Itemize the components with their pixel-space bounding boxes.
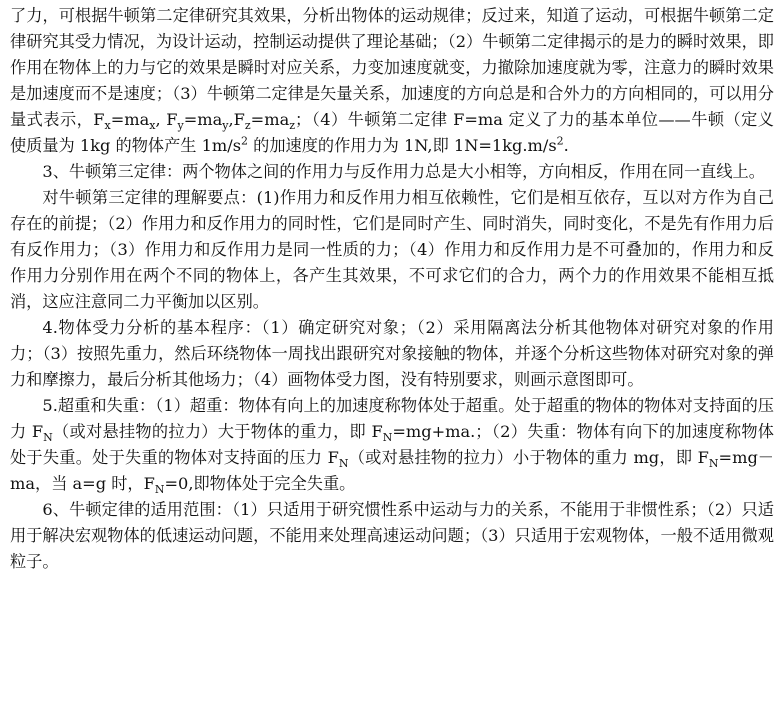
subscript: x bbox=[149, 119, 156, 133]
subscript: y bbox=[177, 119, 184, 133]
text-run: ；（4）牛顿第二定律 F=ma 定义了力的基本单位——牛顿（定义使质量为 1kg 的物体产生 1m/s bbox=[10, 110, 774, 155]
text-run: =ma bbox=[250, 110, 290, 129]
paragraph bbox=[10, 185, 774, 315]
subscript: N bbox=[708, 457, 719, 471]
text-run: =mg+ma.；（2）失重：物体有向下的加速度称物体处于失重。处于失重的物体对支持面的压力 F bbox=[10, 422, 774, 467]
paragraph bbox=[10, 393, 774, 497]
text-run: 6、牛顿定律的适用范围：（1）只适用于研究惯性系中运动与力的关系，不能用于非惯性系；（2）只适用于解决宏观物体的低速运动问题，不能用来处理高速运动问题；（3）只适用于宏观物体，一般不适用微观粒子。 bbox=[10, 500, 774, 571]
subscript: z bbox=[244, 119, 251, 133]
text-run: 的加速度的作用力为 1N,即 1N=1kg.m/s bbox=[248, 136, 557, 155]
text-run: =0,即物体处于完全失重。 bbox=[164, 474, 356, 493]
subscript: x bbox=[104, 119, 111, 133]
text-run: 4.物体受力分析的基本程序：（1）确定研究对象；（2）采用隔离法分析其他物体对研究对象的作用力；（3）按照先重力，然后环绕物体一周找出跟研究对象接触的物体，并逐个分析这些物体对研究对象的弹力和摩擦力，最后分析其他场力；（4）画物体受力图，没有特别要求，则画示意图即可。 bbox=[10, 318, 774, 389]
text-run: 对牛顿第三定律的理解要点：(1)作用力和反作用力相互依赖性，它们是相互依存，互以对方作为自己存在的前提；（2）作用力和反作用力的同时性，它们是同时产生、同时消失，同时变化，不是先有作用力后有反作用力；（3）作用力和反作用力是同一性质的力；（4）作用力和反作用力是不可叠加的，作用力和反作用力分别作用在两个不同的物体上，各产生其效果，不可求它们的合力，两个力的作用效果不能相互抵消，这应注意同二力平衡加以区别。 bbox=[10, 188, 774, 311]
subscript: N bbox=[43, 431, 53, 445]
text-run: =ma bbox=[183, 110, 223, 129]
paragraph bbox=[10, 159, 774, 185]
subscript: N bbox=[382, 431, 393, 445]
text-run: =ma bbox=[110, 110, 150, 129]
text-run: =mg－ma，当 a=g 时，F bbox=[10, 448, 774, 493]
text-run: 了力，可根据牛顿第二定律研究其效果，分析出物体的运动规律；反过来，知道了运动，可根据牛顿第二定律研究其受力情况，为设计运动，控制运动提供了理论基础；（2）牛顿第二定律揭示的是力的瞬时效果，即作用在物体上的力与它的效果是瞬时对应关系，力变加速度就变，力撤除加速度就为零，注意力的瞬时效果是加速度而不是速度；（3）牛顿第二定律是矢量关系，加速度的方向总是和合外力的方向相同的，可以用分量式表示，F bbox=[10, 6, 774, 129]
text-run: , F bbox=[155, 110, 178, 129]
text-run: ,F bbox=[228, 110, 245, 129]
subscript: y bbox=[222, 119, 229, 133]
paragraph bbox=[10, 3, 774, 159]
paragraph bbox=[10, 315, 774, 393]
text-run: 3、牛顿第三定律：两个物体之间的作用力与反作用力总是大小相等，方向相反，作用在同一直线上。 bbox=[42, 162, 765, 181]
superscript: 2 bbox=[556, 134, 564, 148]
text-run: . bbox=[563, 136, 569, 155]
subscript: N bbox=[338, 457, 349, 471]
subscript: z bbox=[289, 119, 296, 133]
text-run: （或对悬挂物的拉力）小于物体的重力 mg，即 F bbox=[348, 448, 709, 467]
superscript: 2 bbox=[241, 134, 249, 148]
subscript: N bbox=[154, 483, 165, 497]
text-run: （或对悬挂物的拉力）大于物体的重力，即 F bbox=[52, 422, 383, 441]
paragraph bbox=[10, 497, 774, 575]
text-run: 5.超重和失重：（1）超重：物体有向上的加速度称物体处于超重。处于超重的物体的物体对支持面的压力 F bbox=[10, 396, 774, 441]
